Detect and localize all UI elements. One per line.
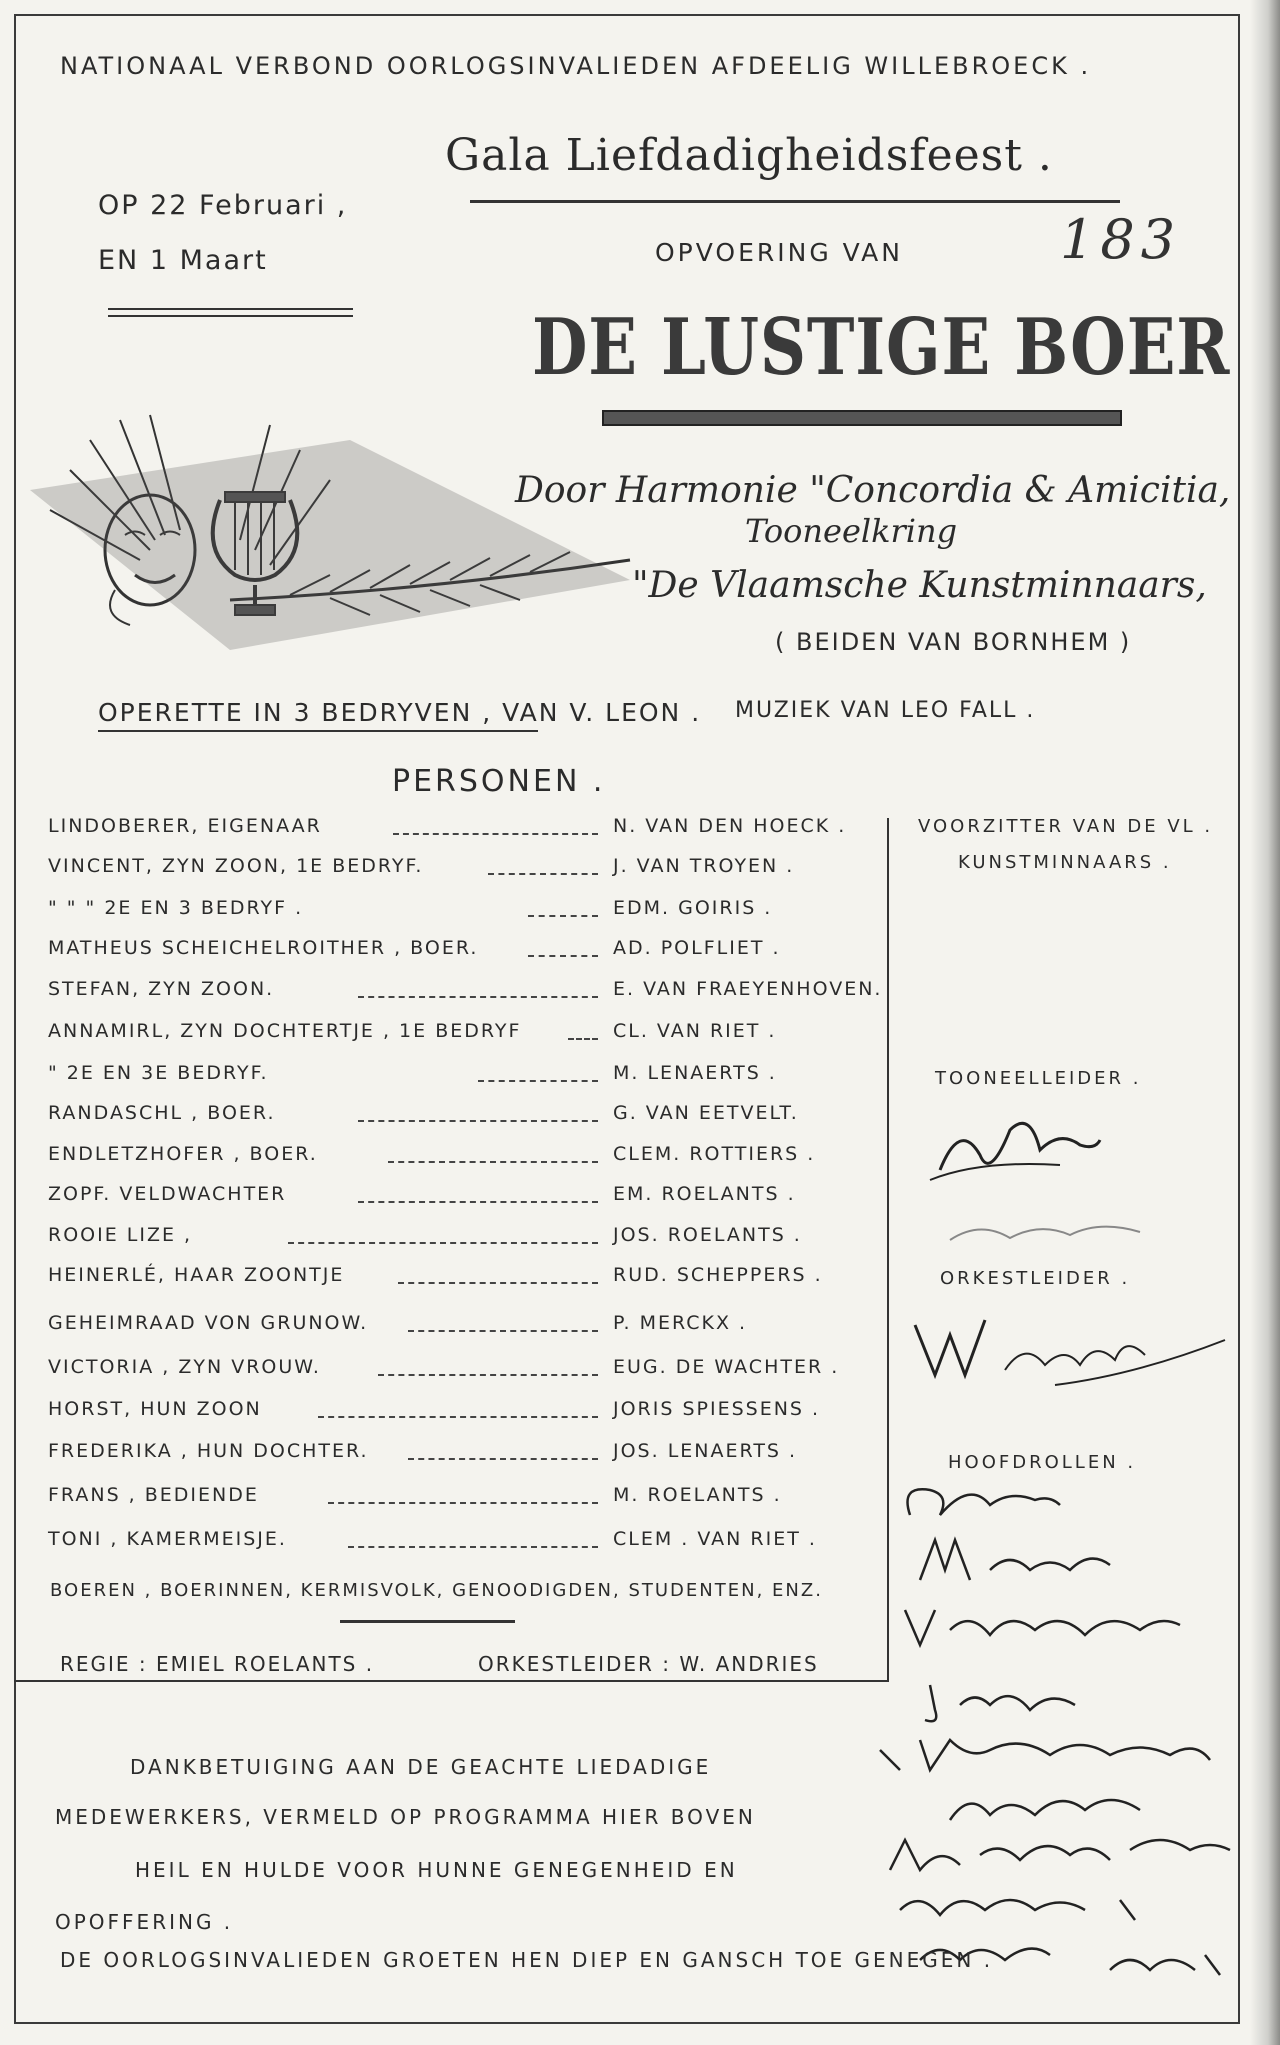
cast-row — [48, 1440, 888, 1474]
cast-role: FREDERIKA , HUN DOCHTER. — [48, 1440, 369, 1462]
cast-row — [48, 1312, 888, 1346]
cast-role: MATHEUS SCHEICHELROITHER , BOER. — [48, 937, 479, 959]
dotted-leader — [378, 1374, 598, 1376]
dotted-leader — [478, 1080, 598, 1082]
cast-role: RANDASCHL , BOER. — [48, 1102, 276, 1124]
cast-divider-horizontal — [14, 1680, 889, 1682]
dotted-leader — [488, 873, 598, 875]
cast-actor: E. VAN FRAEYENHOVEN. — [613, 978, 883, 1000]
thanks-line-2: MEDEWERKERS, VERMELD OP PROGRAMMA HIER BOVEN — [55, 1805, 756, 1829]
bornhem-note: ( BEIDEN VAN BORNHEM ) — [775, 628, 1132, 656]
operette-line: OPERETTE IN 3 BEDRYVEN , VAN V. LEON . — [98, 698, 702, 727]
music-credit: MUZIEK VAN LEO FALL . — [735, 698, 1036, 723]
cast-actor: N. VAN DEN HOECK . — [613, 815, 847, 837]
cast-role: " " " 2E EN 3 BEDRYF . — [48, 897, 304, 919]
lead-signatures — [860, 1470, 1260, 1990]
performer-line-1: Door Harmonie "Concordia & Amicitia, — [515, 470, 1231, 511]
thanks-line-1: DANKBETUIGING AAN DE GEACHTE LIEDADIGE — [130, 1755, 712, 1779]
organisation-heading: NATIONAAL VERBOND OORLOGSINVALIEDEN AFDEELIG WILLEBROECK . — [60, 52, 1092, 80]
thanks-line-5: DE OORLOGSINVALIEDEN GROETEN HEN DIEP EN GANSCH TOE GENEGEN . — [60, 1948, 994, 1972]
cast-row — [48, 1224, 888, 1258]
date-divider-2 — [108, 315, 353, 317]
extras-underline — [340, 1620, 515, 1623]
date-line-2: EN 1 Maart — [98, 245, 268, 276]
cast-actor: P. MERCKX . — [613, 1312, 748, 1334]
performer-line-2: Tooneelkring — [745, 512, 958, 550]
cast-role: ROOIE LIZE , — [48, 1224, 193, 1246]
cast-actor: EUG. DE WACHTER . — [613, 1356, 840, 1378]
cast-row — [48, 1183, 888, 1217]
cast-actor: AD. POLFLIET . — [613, 937, 781, 959]
cast-row — [48, 1264, 888, 1298]
handwritten-number: 183 — [1060, 208, 1182, 271]
cast-row — [48, 855, 888, 889]
date-divider — [108, 308, 353, 310]
cast-role: ENDLETZHOFER , BOER. — [48, 1143, 318, 1165]
dotted-leader — [393, 833, 598, 835]
voorzitter-label-1: VOORZITTER VAN DE VL . — [918, 816, 1214, 837]
cast-actor: J. VAN TROYEN . — [613, 855, 795, 877]
dotted-leader — [358, 1201, 598, 1203]
cast-row — [48, 1102, 888, 1136]
tooneelleider-signature — [920, 1100, 1120, 1190]
mask-lyre-emblem — [30, 400, 650, 650]
performer-line-3: "De Vlaamsche Kunstminnaars, — [632, 565, 1207, 606]
cast-actor: M. LENAERTS . — [613, 1062, 777, 1084]
cast-role: LINDOBERER, EIGENAAR — [48, 815, 322, 837]
dotted-leader — [288, 1242, 598, 1244]
dotted-leader — [398, 1282, 598, 1284]
cast-role: ZOPF. VELDWACHTER — [48, 1183, 287, 1205]
cast-actor: EM. ROELANTS . — [613, 1183, 796, 1205]
dotted-leader — [358, 996, 598, 998]
dotted-leader — [528, 955, 598, 957]
cast-role: HEINERLÉ, HAAR ZOONTJE — [48, 1264, 345, 1286]
cast-role: FRANS , BEDIENDE — [48, 1484, 259, 1506]
thanks-line-3: HEIL EN HULDE VOOR HUNNE GENEGENHEID EN — [135, 1858, 738, 1882]
extras-line: BOEREN , BOERINNEN, KERMISVOLK, GENOODIGDEN, STUDENTEN, ENZ. — [50, 1580, 823, 1601]
orkestleider-label: ORKESTLEIDER . — [940, 1268, 1131, 1289]
cast-row — [48, 1020, 888, 1054]
cast-role: VICTORIA , ZYN VROUW. — [48, 1356, 321, 1378]
cast-actor: CLEM . VAN RIET . — [613, 1528, 817, 1550]
cast-row — [48, 978, 888, 1012]
cast-role: TONI , KAMERMEISJE. — [48, 1528, 287, 1550]
tooneelleider-label: TOONEELLEIDER . — [935, 1068, 1142, 1089]
gala-title: Gala Liefdadigheidsfeest . — [445, 130, 1053, 181]
cast-role: HORST, HUN ZOON — [48, 1398, 262, 1420]
cast-actor: EDM. GOIRIS . — [613, 897, 773, 919]
dotted-leader — [568, 1038, 598, 1040]
cast-role: VINCENT, ZYN ZOON, 1E BEDRYF. — [48, 855, 424, 877]
play-title: DE LUSTIGE BOER — [532, 302, 1231, 393]
cast-row — [48, 1356, 888, 1390]
cast-role: STEFAN, ZYN ZOON. — [48, 978, 275, 1000]
date-line-1: OP 22 Februari , — [98, 190, 348, 221]
cast-actor: JORIS SPIESSENS . — [613, 1398, 821, 1420]
voorzitter-label-2: KUNSTMINNAARS . — [958, 852, 1172, 873]
cast-actor: CLEM. ROTTIERS . — [613, 1143, 816, 1165]
cast-row — [48, 937, 888, 971]
cast-row — [48, 897, 888, 931]
cast-actor: JOS. LENAERTS . — [613, 1440, 798, 1462]
cast-row — [48, 1484, 888, 1518]
cast-row — [48, 1398, 888, 1432]
cast-role: ANNAMIRL, ZYN DOCHTERTJE , 1E BEDRYF — [48, 1020, 522, 1042]
cast-row — [48, 1143, 888, 1177]
cast-actor: G. VAN EETVELT. — [613, 1102, 799, 1124]
cast-actor: JOS. ROELANTS . — [613, 1224, 802, 1246]
cast-actor: M. ROELANTS . — [613, 1484, 782, 1506]
dotted-leader — [528, 915, 598, 917]
regie-credit: REGIE : EMIEL ROELANTS . — [60, 1652, 375, 1676]
operette-underline — [98, 730, 538, 732]
dotted-leader — [358, 1120, 598, 1122]
orkestleider-credit: ORKESTLEIDER : W. ANDRIES — [478, 1652, 819, 1676]
dotted-leader — [408, 1458, 598, 1460]
cast-role: " 2E EN 3E BEDRYF. — [48, 1062, 269, 1084]
thanks-line-4: OPOFFERING . — [55, 1910, 234, 1934]
gala-underline — [470, 200, 1120, 203]
cast-actor: RUD. SCHEPPERS . — [613, 1264, 823, 1286]
cast-row — [48, 1528, 888, 1562]
title-bar — [602, 410, 1122, 426]
opvoering-label: OPVOERING VAN — [655, 238, 903, 267]
cast-row — [48, 1062, 888, 1096]
cast-heading: PERSONEN . — [392, 764, 606, 799]
orkestleider-signature — [905, 1295, 1235, 1395]
cast-role: GEHEIMRAAD VON GRUNOW. — [48, 1312, 369, 1334]
cast-row — [48, 815, 888, 849]
dotted-leader — [348, 1546, 598, 1548]
dotted-leader — [318, 1416, 598, 1418]
hoofdrollen-label: HOOFDROLLEN . — [948, 1452, 1137, 1473]
dotted-leader — [328, 1502, 598, 1504]
cast-actor: CL. VAN RIET . — [613, 1020, 777, 1042]
dotted-leader — [408, 1330, 598, 1332]
dotted-leader — [388, 1161, 598, 1163]
faint-signature — [940, 1210, 1160, 1250]
